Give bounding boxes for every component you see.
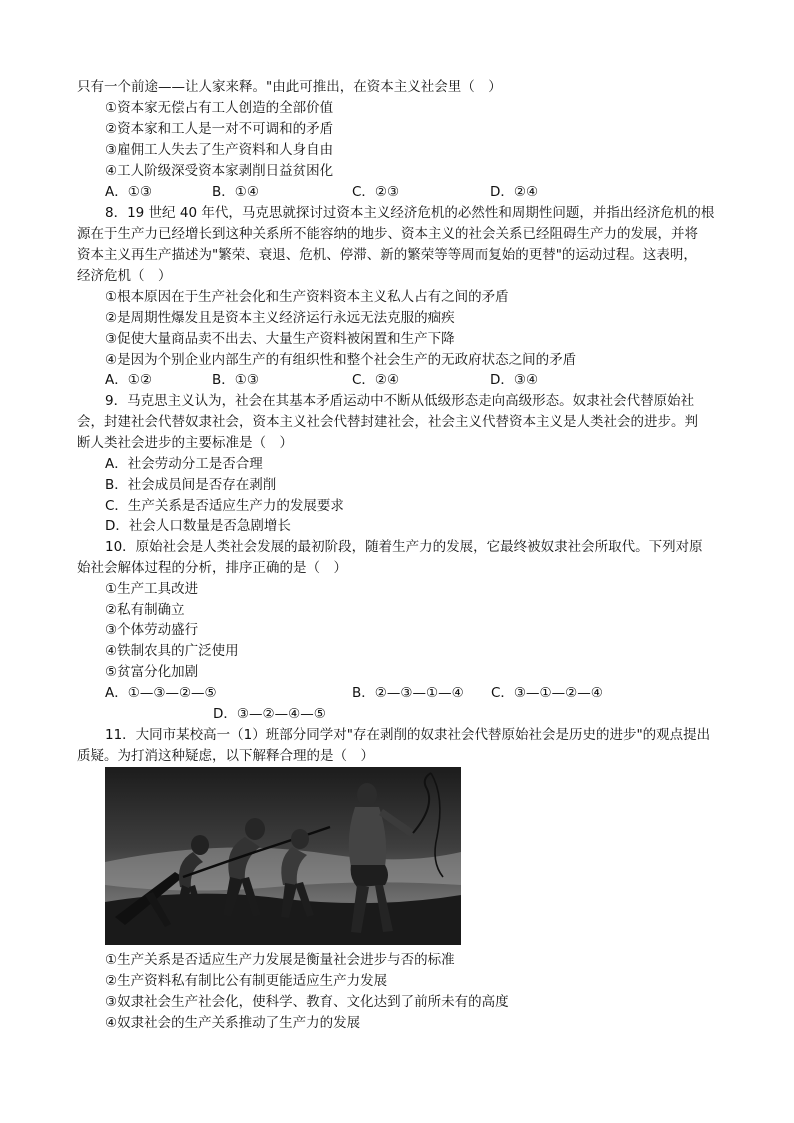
q7-option-b: B．①④ [212, 184, 259, 200]
q11-item-2: ②生产资料私有制比公有制更能适应生产力发展 [105, 973, 388, 989]
slaves-plowing-illustration [105, 767, 461, 945]
q9-stem-line-1: 9．马克思主义认为，社会在其基本矛盾运动中不断从低级形态走向高级形态。奴隶社会代替原始社 [105, 393, 695, 409]
q9-stem-line-2: 会，封建社会代替奴隶社会，资本主义社会代替封建社会，社会主义代替资本主义是人类社会的进步。判 [77, 414, 698, 430]
q8-item-2: ②是周期性爆发且是资本主义经济运行永远无法克服的痼疾 [105, 310, 455, 326]
q8-item-1: ①根本原因在于生产社会化和生产资料资本主义私人占有之间的矛盾 [105, 289, 509, 305]
q10-option-c: C．③—①—②—④ [491, 685, 603, 701]
q7-option-d: D．②④ [490, 184, 539, 200]
q7-item-2: ②资本家和工人是一对不可调和的矛盾 [105, 121, 334, 137]
q10-stem-line-2: 始社会解体过程的分析，排序正确的是（ ） [77, 560, 347, 576]
q8-item-3: ③促使大量商品卖不出去、大量生产资料被闲置和生产下降 [105, 331, 455, 347]
q7-option-a: A．①③ [105, 184, 152, 200]
q11-stem-line-1: 11．大同市某校高一（1）班部分同学对"存在剥削的奴隶社会代替原始社会是历史的进步"的观点提出 [105, 727, 711, 743]
q7-item-1: ①资本家无偿占有工人创造的全部价值 [105, 100, 334, 116]
q10-option-d: D．③—②—④—⑤ [213, 706, 326, 722]
q8-stem-line-4: 经济危机（ ） [77, 268, 172, 284]
q10-item-5: ⑤贫富分化加剧 [105, 664, 199, 680]
q10-item-2: ②私有制确立 [105, 602, 185, 618]
q9-stem-line-3: 断人类社会进步的主要标准是（ ） [77, 435, 293, 451]
q10-item-4: ④铁制农具的广泛使用 [105, 643, 239, 659]
q9-option-b: B．社会成员间是否存在剥削 [105, 477, 277, 493]
q10-item-3: ③个体劳动盛行 [105, 622, 199, 638]
q11-item-3: ③奴隶社会生产社会化，使科学、教育、文化达到了前所未有的高度 [105, 994, 509, 1010]
q8-stem-line-2: 源在于生产力已经增长到这种关系所不能容纳的地步、资本主义的社会关系已经阻碍生产力的发展，并将 [77, 226, 698, 242]
q10-stem-line-1: 10．原始社会是人类社会发展的最初阶段，随着生产力的发展，它最终被奴隶社会所取代。下列对原 [105, 539, 703, 555]
q7-item-3: ③雇佣工人失去了生产资料和人身自由 [105, 142, 334, 158]
q11-item-4: ④奴隶社会的生产关系推动了生产力的发展 [105, 1015, 361, 1031]
q8-option-c: C．②④ [352, 372, 400, 388]
q10-option-a: A．①—③—②—⑤ [105, 685, 217, 701]
q8-stem-line-3: 资本主义再生产描述为"繁荣、衰退、危机、停滞、新的繁荣等等周而复始的更替"的运动过程。这表明， [77, 247, 697, 263]
q8-option-a: A．①② [105, 372, 152, 388]
q7-item-4: ④工人阶级深受资本家剥削日益贫困化 [105, 163, 334, 179]
q9-option-d: D．社会人口数量是否急剧增长 [105, 518, 291, 534]
q9-option-c: C．生产关系是否适应生产力的发展要求 [105, 498, 344, 514]
q8-item-4: ④是因为个别企业内部生产的有组织性和整个社会生产的无政府状态之间的矛盾 [105, 352, 577, 368]
q10-item-1: ①生产工具改进 [105, 581, 199, 597]
q7-option-c: C．②③ [352, 184, 400, 200]
q11-item-1: ①生产关系是否适应生产力发展是衡量社会进步与否的标准 [105, 952, 455, 968]
q9-option-a: A．社会劳动分工是否合理 [105, 456, 263, 472]
q8-option-b: B．①③ [212, 372, 259, 388]
q7-stem-tail: 只有一个前途——让人家来释。"由此可推出，在资本主义社会里（ ） [77, 79, 502, 95]
q11-stem-line-2: 质疑。为打消这种疑虑，以下解释合理的是（ ） [77, 748, 374, 764]
q10-option-b: B．②—③—①—④ [352, 685, 464, 701]
q8-stem-line-1: 8．19 世纪 40 年代，马克思就探讨过资本主义经济危机的必然性和周期性问题，并指出经济危机的根 [105, 205, 715, 221]
q8-option-d: D．③④ [490, 372, 539, 388]
